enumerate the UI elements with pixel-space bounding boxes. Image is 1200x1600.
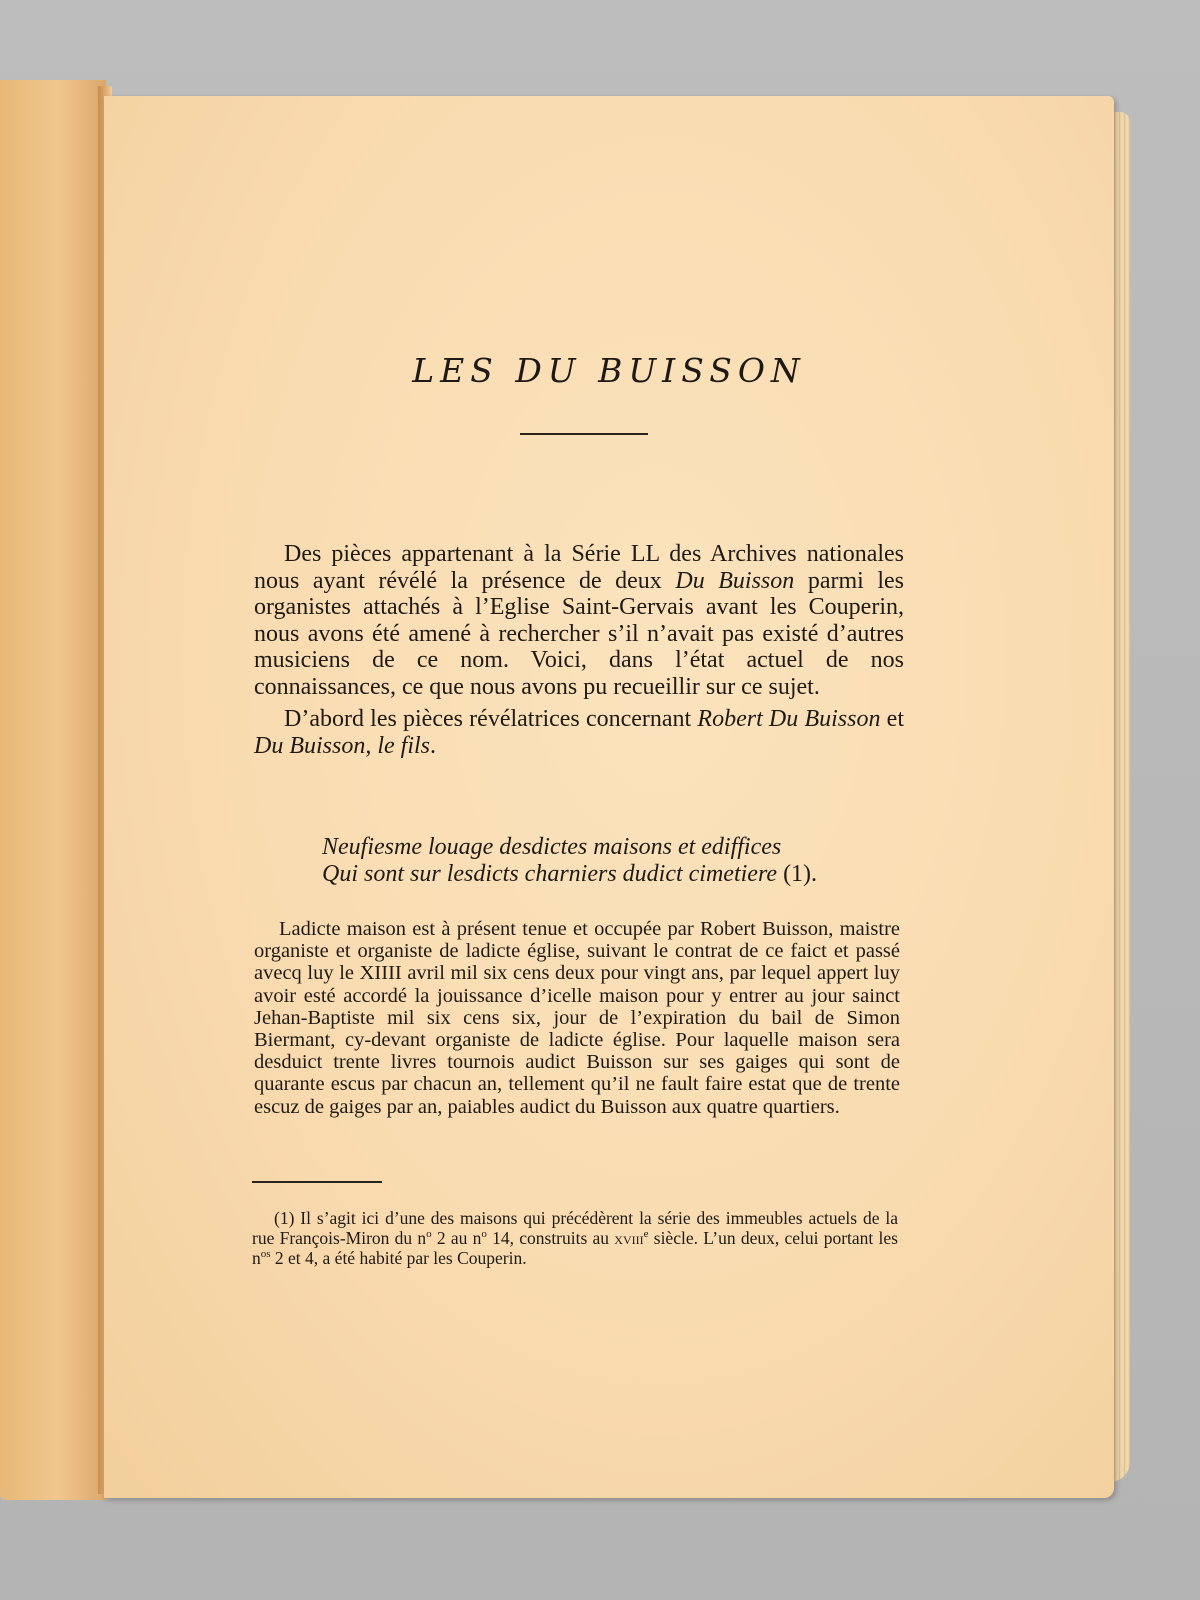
body-text	[254, 541, 904, 759]
paragraph-2: D’abord les pièces révélatrices concernant Robert Du Buisson et Du Buisson, le fils.	[254, 706, 904, 759]
footnote	[252, 1208, 898, 1268]
left-page	[0, 80, 106, 1500]
quote-paragraph: Ladicte maison est à présent tenue et occupée par Robert Buisson, maistre organiste et organiste de ladicte église, suivant le contrat de ce faict et passé avecq luy le XIIII avril mil six cens deux pour vingt ans, par lequel appert luy avoir esté accordé la jouissance d’icelle maison pour y entrer au jour sainct Jehan-Baptiste mil six cens six, jour de l’expiration du bail de Simon Biermant, cy-devant organiste de ladicte église. Pour laquelle maison sera desduict trente livres tournois audict Buisson sur ses gaiges qui sont de quarante escus par chacun an, tellement qu’il ne fault faire estat que de trente escuz de gaiges par an, paiables audict du Buisson aux quatre quartiers.	[254, 918, 900, 1118]
book-page	[104, 96, 1114, 1498]
verse-heading	[322, 834, 922, 888]
footnote-reference: (1).	[777, 861, 818, 887]
verse-line-2: Qui sont sur lesdicts charniers dudict cimetiere (1).	[322, 861, 818, 887]
verse-line-1: Neufiesme louage desdictes maisons et ediffices	[322, 834, 782, 860]
footnote-text: (1) Il s’agit ici d’une des maisons qui précédèrent la série des immeubles actuels de la rue François-Miron du $n^o$ 2 au $n^o$ 14, construits au xviii$^e$ siècle. L’un deux, celui portant les $n^{os}$ 2 et 4, a été habité par les Couperin.	[252, 1208, 898, 1268]
paragraph-1: Des pièces appartenant à la Série LL des Archives nationales nous ayant révélé la présence de deux Du Buisson parmi les organistes attachés à l’Eglise Saint-Gervais avant les Couperin, nous avons été amené à rechercher s’il n’avait pas existé d’autres musiciens de ce nom. Voici, dans l’état actuel de nos connaissances, ce que nous avons pu recueillir sur ce sujet.	[254, 541, 905, 700]
footnote-rule	[252, 1181, 382, 1183]
title-rule	[520, 433, 648, 435]
quoted-document	[254, 918, 900, 1118]
page-title: LES DU BUISSON	[412, 351, 806, 390]
